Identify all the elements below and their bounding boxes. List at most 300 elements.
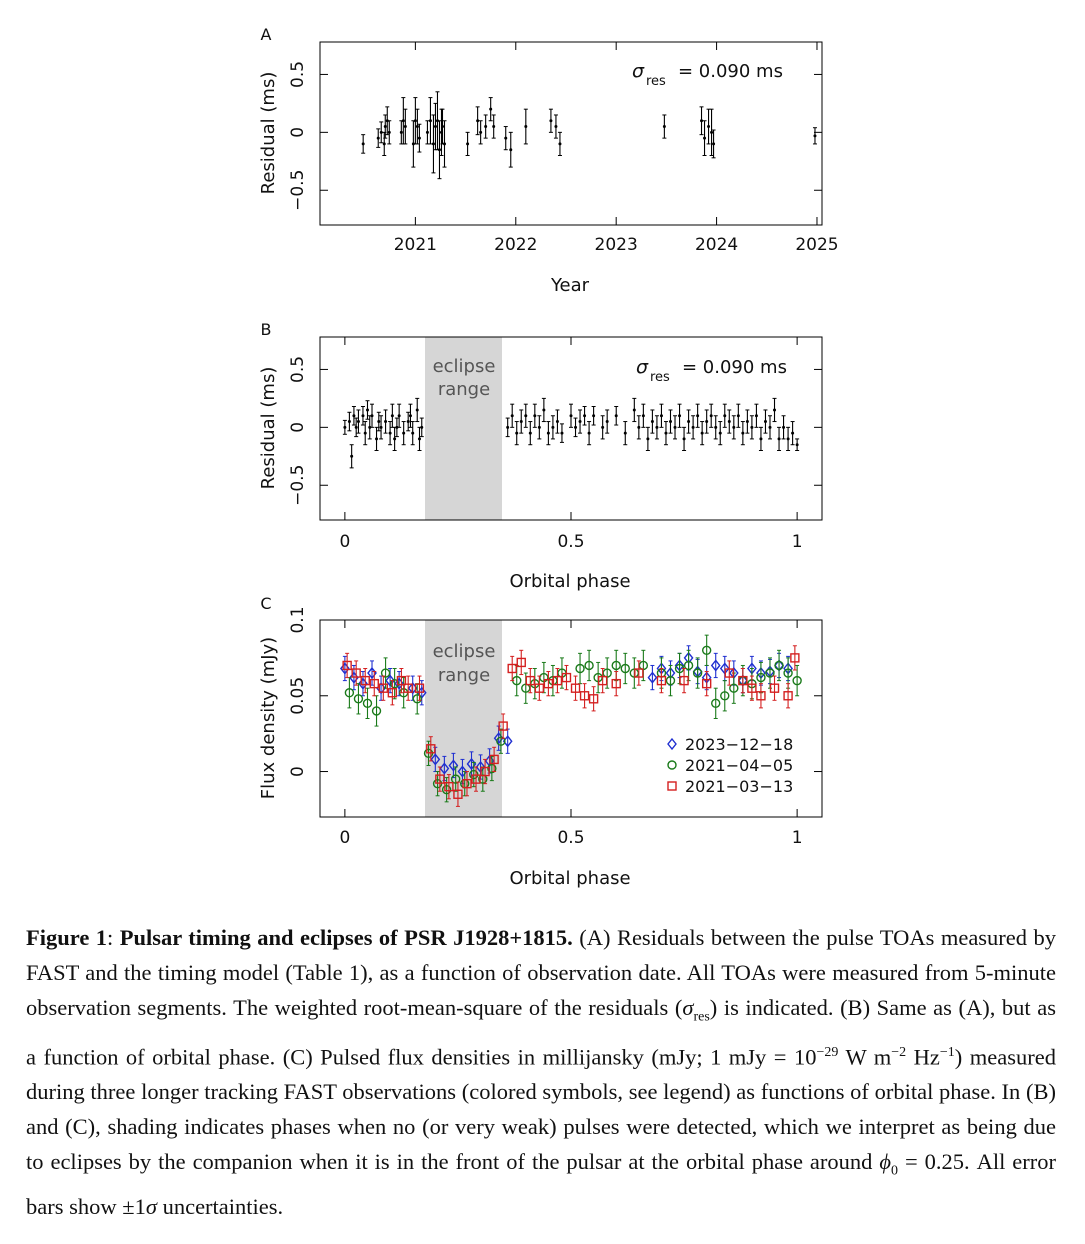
x-tick-label: 2024	[694, 235, 739, 255]
x-tick-label: 0	[339, 828, 351, 848]
data-point	[533, 404, 537, 427]
data-point	[712, 653, 720, 677]
data-point	[524, 404, 528, 427]
marker-dot	[778, 437, 781, 440]
data-point	[664, 422, 668, 445]
marker-dot	[549, 119, 552, 122]
data-point	[437, 121, 441, 179]
data-point	[757, 684, 765, 708]
panel-b-sigma-symbol: σ	[636, 356, 649, 378]
marker-dot	[746, 420, 749, 423]
marker-dot	[377, 420, 380, 423]
caption-phi-sub: 0	[891, 1163, 898, 1179]
marker-dot	[371, 414, 374, 417]
marker-dot	[492, 125, 495, 128]
data-point	[648, 665, 656, 689]
marker-dot	[542, 408, 545, 411]
x-tick-label: 2021	[393, 235, 438, 255]
caption-exp-2: −2	[891, 1044, 907, 1060]
x-tick-label: 2025	[795, 235, 839, 255]
marker-dot	[343, 426, 346, 429]
panel-b-eclipse-label-2: range	[437, 379, 491, 400]
panel-c-letter: C	[260, 594, 272, 613]
marker-dot	[692, 426, 695, 429]
data-point	[678, 404, 682, 427]
marker-dot	[538, 426, 541, 429]
data-point	[623, 422, 627, 445]
data-point	[691, 416, 695, 439]
data-point	[542, 398, 546, 421]
marker-dot	[420, 426, 423, 429]
data-point	[759, 427, 763, 450]
marker-dot	[391, 414, 394, 417]
data-point	[551, 416, 555, 439]
marker-dot	[678, 414, 681, 417]
marker-dot	[520, 420, 523, 423]
y-tick-label: 0.5	[288, 60, 308, 88]
data-point	[510, 404, 514, 427]
marker-dot	[407, 420, 410, 423]
data-point	[754, 404, 758, 427]
figure-caption: Figure 1: Pulsar timing and eclipses of PSR J1928+1815. (A) Residuals between the pulse TOAs measured by FAST and the timing model (Table 1), as a function of observation date. All TOAs were measured from 5-minute observation segments. The weighted root-mean-square of the residuals $(\sigma_{res})$ is indicated. (B) Same as (A), but as a function of orbital phase. (C) Pulsed flux densities in millijansky (mJy; 1 mJy = $10^{-29}$ W $m^{-2}$ $Hz^{-1}$) measured during three longer tracking FAST observations (colored symbols, see legend) as functions of orbital phase. In (B) and (C), shading indicates phases when no (or very weak) pulses were detected, which we interpret as being due to eclipses by the companion when it is in the front of the pulsar at the orbital phase around $\phi_0 = 0.25$. All error bars show ±1σ uncertainties.	[26, 925, 1057, 1219]
marker-dot	[551, 426, 554, 429]
data-point	[782, 416, 786, 439]
marker-dot	[703, 137, 706, 140]
y-tick-label: 0	[288, 421, 308, 433]
data-point	[592, 406, 596, 425]
data-point	[732, 416, 736, 439]
data-point	[585, 650, 593, 680]
caption-text-4: Hz	[906, 1044, 940, 1069]
data-point	[361, 406, 365, 425]
marker-dot	[660, 414, 663, 417]
data-point	[397, 404, 401, 427]
data-point	[388, 422, 392, 445]
data-point	[489, 98, 493, 121]
marker-dot	[352, 414, 355, 417]
data-point	[673, 416, 677, 439]
marker-dot	[383, 142, 386, 145]
data-point	[703, 121, 707, 156]
data-point	[637, 416, 641, 439]
data-point	[350, 445, 354, 468]
caption-figure-label: Figure 1	[26, 925, 108, 950]
data-point	[655, 416, 659, 439]
legend-label-2023-12-18: 2023−12−18	[685, 735, 794, 754]
data-point	[587, 422, 591, 445]
data-point	[682, 427, 686, 450]
marker-dot	[558, 142, 561, 145]
data-point	[641, 404, 645, 427]
marker-dot	[633, 408, 636, 411]
data-point	[417, 427, 421, 450]
data-point	[403, 109, 407, 144]
marker-dot	[601, 426, 604, 429]
marker-dot	[375, 437, 378, 440]
data-point	[784, 684, 792, 708]
y-tick-label: 0	[288, 126, 308, 138]
marker-dot	[504, 137, 507, 140]
legend-marker-diamond	[668, 739, 676, 749]
data-point	[506, 418, 510, 437]
data-point	[572, 676, 580, 700]
data-point	[668, 410, 672, 433]
marker-dot	[588, 432, 591, 435]
marker-dot	[574, 426, 577, 429]
x-tick-label: 0.5	[557, 532, 585, 552]
marker-dot	[755, 414, 758, 417]
legend-label-2021-04-05: 2021−04−05	[685, 756, 794, 775]
caption-text-2: ) is indicated. (B) Same as (A), but as a function of orbital phase. (C) Pulsed flux densities in millijansky (mJy; 1 mJy = 10	[26, 995, 1056, 1069]
y-tick-label: 0.1	[288, 606, 308, 634]
data-point	[659, 404, 663, 427]
marker-dot	[402, 119, 405, 122]
marker-dot	[515, 432, 518, 435]
data-point	[546, 422, 550, 445]
marker-dot	[728, 420, 731, 423]
marker-dot	[357, 420, 360, 423]
marker-dot	[796, 443, 799, 446]
marker-dot	[773, 408, 776, 411]
data-point	[578, 410, 582, 433]
marker-dot	[443, 142, 446, 145]
panel-b-points	[343, 398, 799, 467]
panel-c-legend	[668, 735, 793, 796]
marker-dot	[533, 414, 536, 417]
caption-phi: ϕ	[879, 1149, 891, 1174]
marker-dot	[560, 432, 563, 435]
data-point	[712, 130, 716, 158]
data-point	[345, 678, 353, 708]
caption-text-6: = 0.25. All error bars show ±1	[26, 1149, 1057, 1219]
marker-dot	[707, 125, 710, 128]
data-point	[700, 422, 704, 445]
marker-dot	[624, 432, 627, 435]
caption-sigma-sub: res	[693, 1009, 710, 1025]
panel-b-sigma-subscript: res	[650, 370, 670, 385]
panel-a	[258, 25, 839, 296]
data-point	[413, 98, 417, 144]
data-point	[777, 427, 781, 450]
marker-dot	[361, 414, 364, 417]
marker-dot	[393, 437, 396, 440]
data-point	[710, 109, 714, 155]
panel-b-ylabel: Residual (ms)	[258, 366, 279, 490]
marker-dot	[782, 426, 785, 429]
data-point	[560, 424, 564, 443]
marker-dot	[438, 148, 441, 151]
marker-dot	[509, 148, 512, 151]
panel-c-eclipse-label-2: range	[437, 665, 491, 686]
data-point	[415, 398, 419, 421]
data-point	[484, 115, 488, 138]
marker-dot	[674, 426, 677, 429]
marker-dot	[362, 142, 365, 145]
data-point	[768, 416, 772, 439]
data-point	[558, 132, 562, 155]
data-point	[354, 684, 362, 714]
marker-dot	[768, 426, 771, 429]
data-point	[581, 684, 589, 708]
marker-dot	[441, 125, 444, 128]
y-tick-label: 0.05	[288, 676, 308, 715]
data-point	[515, 422, 519, 445]
panel-b-eclipse-label-1: eclipse	[432, 356, 496, 377]
x-tick-label: 1	[791, 828, 803, 848]
data-point	[384, 410, 388, 433]
data-point	[569, 404, 573, 427]
marker-dot	[416, 408, 419, 411]
x-tick-label: 1	[791, 532, 803, 552]
marker-dot	[592, 414, 595, 417]
panel-c-eclipse-label-1: eclipse	[432, 641, 496, 662]
marker-dot	[712, 142, 715, 145]
panel-c-xlabel: Orbital phase	[509, 868, 631, 889]
marker-dot	[655, 426, 658, 429]
data-point	[696, 404, 700, 427]
marker-dot	[479, 131, 482, 134]
panel-a-xlabel: Year	[550, 275, 590, 296]
marker-dot	[414, 119, 417, 122]
panel-b-rms-annotation: = 0.090 ms	[682, 357, 787, 378]
marker-dot	[366, 408, 369, 411]
data-point	[813, 128, 817, 144]
marker-dot	[524, 414, 527, 417]
panel-a-ylabel: Residual (ms)	[258, 71, 279, 195]
marker-dot	[484, 125, 487, 128]
data-point	[504, 127, 508, 150]
caption-sigma-2: σ	[145, 1193, 157, 1219]
data-point	[408, 404, 412, 427]
marker-dot	[416, 125, 419, 128]
data-point	[687, 410, 691, 433]
marker-dot	[606, 420, 609, 423]
data-point	[741, 422, 745, 445]
data-point	[703, 635, 711, 665]
marker-dot	[556, 420, 559, 423]
data-point	[763, 410, 767, 433]
marker-dot	[759, 437, 762, 440]
y-tick-label: −0.5	[288, 464, 308, 506]
data-point	[601, 416, 605, 439]
marker-dot	[637, 426, 640, 429]
panel-b-xlabel: Orbital phase	[509, 571, 631, 592]
data-point	[750, 416, 754, 439]
data-point	[524, 109, 528, 144]
caption-text-7: uncertainties.	[156, 1193, 284, 1219]
data-point	[554, 115, 558, 138]
marker-dot	[719, 432, 722, 435]
data-point	[705, 410, 709, 433]
marker-dot	[646, 437, 649, 440]
marker-dot	[741, 432, 744, 435]
marker-dot	[348, 420, 351, 423]
panel-a-sigma-symbol: σ	[632, 60, 645, 82]
data-point	[379, 416, 383, 439]
data-point	[646, 427, 650, 450]
data-point	[791, 422, 795, 445]
x-tick-label: 2022	[494, 235, 538, 255]
data-point	[431, 115, 435, 173]
data-point	[739, 668, 747, 692]
data-point	[393, 427, 397, 450]
data-point	[773, 398, 777, 421]
marker-dot	[710, 131, 713, 134]
legend-label-2021-03-13: 2021−03−13	[685, 777, 794, 796]
caption-exp-1: −29	[816, 1044, 839, 1060]
marker-dot	[389, 432, 392, 435]
data-point	[605, 410, 609, 433]
data-point	[662, 115, 666, 138]
data-point	[718, 422, 722, 445]
marker-dot	[429, 119, 432, 122]
legend-marker-square	[668, 782, 676, 790]
marker-dot	[579, 420, 582, 423]
marker-dot	[723, 414, 726, 417]
data-point	[745, 410, 749, 433]
marker-dot	[377, 137, 380, 140]
legend-marker-circle	[668, 761, 676, 769]
data-point	[714, 416, 718, 439]
data-point	[709, 404, 713, 427]
y-tick-label: −0.5	[288, 169, 308, 211]
marker-dot	[787, 437, 790, 440]
caption-exp-3: −1	[939, 1044, 955, 1060]
marker-dot	[402, 432, 405, 435]
marker-dot	[418, 137, 421, 140]
marker-dot	[529, 432, 532, 435]
marker-dot	[364, 432, 367, 435]
data-point	[347, 412, 351, 431]
marker-dot	[651, 420, 654, 423]
marker-dot	[524, 125, 527, 128]
marker-dot	[732, 426, 735, 429]
marker-dot	[434, 125, 437, 128]
caption-text-3: W m	[838, 1044, 892, 1069]
marker-dot	[426, 131, 429, 134]
data-point	[428, 98, 432, 144]
data-point	[387, 121, 391, 144]
marker-dot	[411, 432, 414, 435]
panel-c	[258, 594, 822, 889]
data-point	[549, 109, 553, 132]
data-point	[612, 672, 620, 696]
data-point	[343, 420, 347, 434]
data-point	[574, 418, 578, 437]
marker-dot	[404, 125, 407, 128]
panel-b-letter: B	[260, 320, 272, 339]
marker-dot	[384, 125, 387, 128]
marker-dot	[547, 432, 550, 435]
marker-dot	[506, 426, 509, 429]
data-point	[576, 653, 584, 683]
data-point	[537, 416, 541, 439]
marker-dot	[813, 134, 816, 137]
data-point	[401, 98, 405, 144]
data-point	[376, 129, 380, 148]
marker-dot	[570, 414, 573, 417]
data-point	[479, 121, 483, 144]
x-tick-label: 0	[339, 532, 351, 552]
y-tick-label: 0.5	[288, 355, 308, 383]
data-point	[723, 404, 727, 427]
y-tick-label: 0	[288, 766, 308, 777]
data-point	[553, 668, 561, 692]
marker-dot	[554, 125, 557, 128]
data-point	[517, 650, 525, 674]
data-point	[417, 124, 421, 152]
data-point	[795, 439, 799, 451]
data-point	[786, 427, 790, 450]
data-point	[555, 410, 559, 433]
marker-dot	[511, 414, 514, 417]
caption-sigma: σ	[682, 995, 694, 1020]
marker-dot	[683, 437, 686, 440]
marker-dot	[710, 414, 713, 417]
marker-dot	[687, 420, 690, 423]
marker-dot	[669, 420, 672, 423]
panel-a-points	[361, 92, 817, 179]
marker-dot	[583, 414, 586, 417]
marker-dot	[418, 437, 421, 440]
marker-dot	[705, 420, 708, 423]
data-point	[748, 676, 756, 700]
marker-dot	[701, 432, 704, 435]
data-point	[707, 109, 711, 144]
panel-a-sigma-subscript: res	[646, 74, 666, 89]
marker-dot	[489, 108, 492, 111]
data-point	[390, 404, 394, 427]
marker-dot	[737, 414, 740, 417]
data-point	[736, 404, 740, 427]
data-point	[528, 422, 532, 445]
marker-dot	[791, 432, 794, 435]
panel-b	[258, 320, 822, 592]
data-point	[666, 665, 674, 695]
panel-c-ylabel: Flux density (mJy)	[258, 636, 279, 800]
data-point	[425, 121, 429, 144]
x-tick-label: 0.5	[557, 828, 585, 848]
data-point	[614, 406, 618, 425]
data-point	[365, 401, 369, 420]
data-point	[635, 661, 643, 685]
marker-dot	[432, 142, 435, 145]
data-point	[492, 115, 496, 138]
panel-a-rms-annotation: = 0.090 ms	[678, 61, 783, 82]
marker-dot	[400, 131, 403, 134]
data-point	[632, 398, 636, 421]
data-point	[657, 668, 665, 692]
data-point	[361, 135, 365, 154]
data-point	[466, 132, 470, 155]
data-point	[712, 688, 720, 718]
marker-dot	[380, 426, 383, 429]
marker-dot	[615, 414, 618, 417]
marker-dot	[355, 426, 358, 429]
marker-dot	[664, 432, 667, 435]
data-point	[402, 422, 406, 445]
data-point	[411, 422, 415, 445]
caption-title: Pulsar timing and eclipses of PSR J1928+1815.	[119, 925, 573, 950]
marker-dot	[398, 414, 401, 417]
caption-text-1: (A) Residuals between the pulse TOAs measured by FAST and the timing model (Table 1), as a function of observation date. All TOAs were measured from 5-minute observation segments. The weighted root-mean-square of the residuals (	[26, 925, 1056, 1020]
marker-dot	[350, 455, 353, 458]
data-point	[370, 404, 374, 427]
marker-dot	[466, 142, 469, 145]
data-point	[356, 410, 360, 433]
marker-dot	[750, 426, 753, 429]
data-point	[650, 410, 654, 433]
